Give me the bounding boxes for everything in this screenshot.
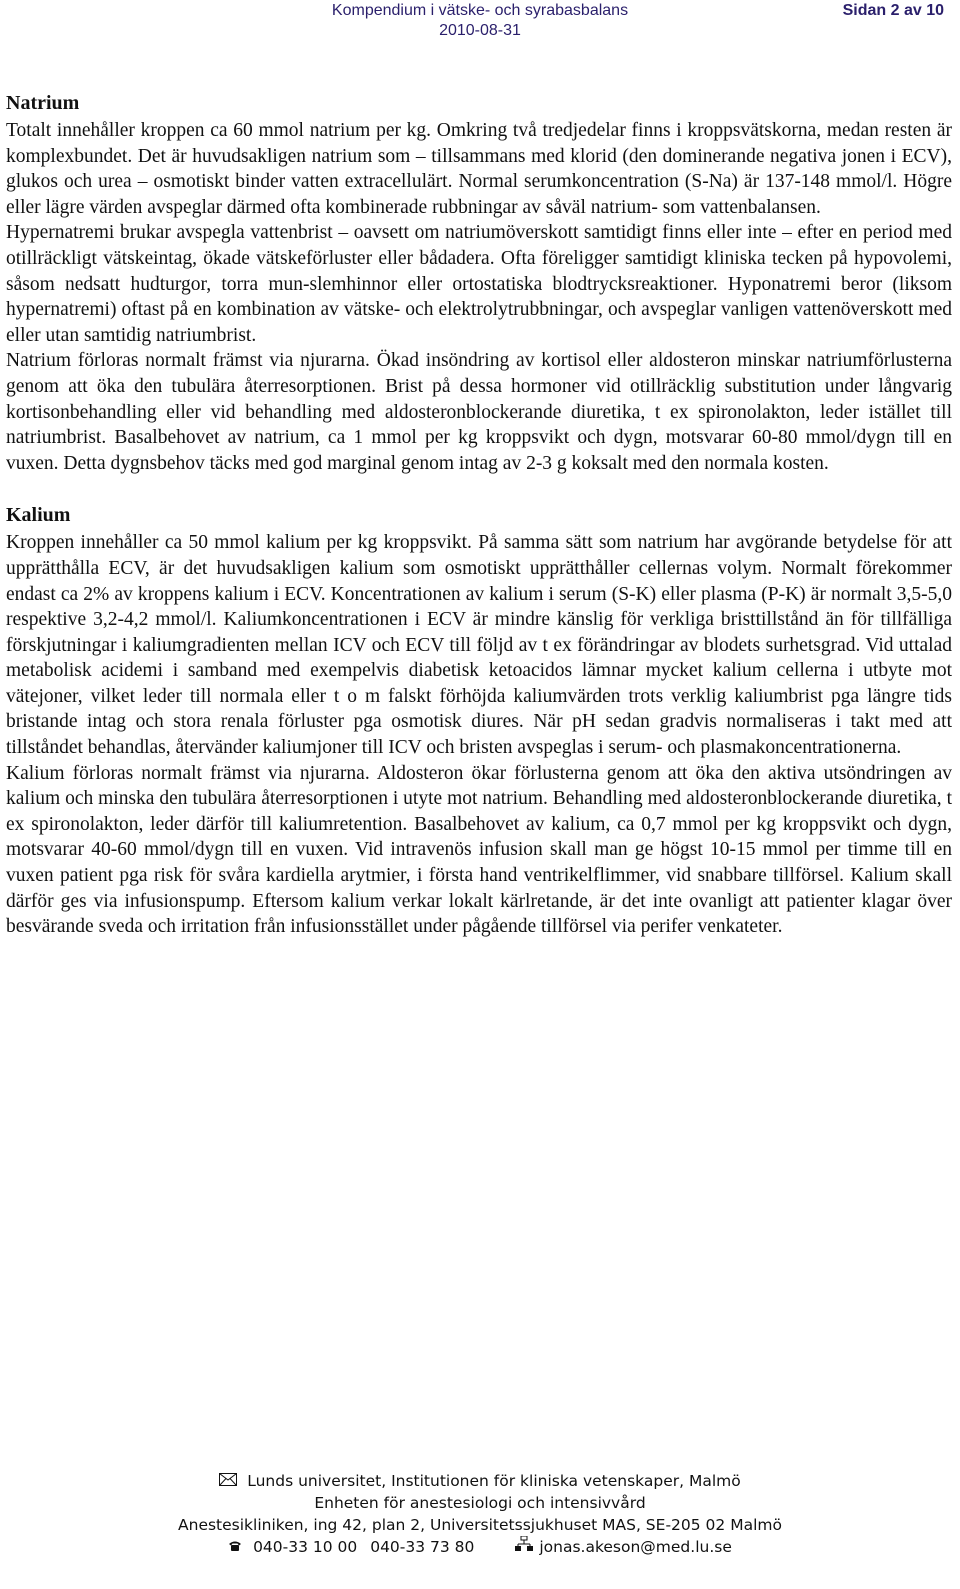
paragraph: Totalt innehåller kroppen ca 60 mmol natrium per kg. Omkring två tredjedelar finns i kroppsvätskorna, medan resten är komplexbundet. Det är huvudsakligen natrium som – tillsammans med klorid (den dominerande negativa jonen i ECV), glukos och urea – osmotiskt binder vatten extracellulärt. Normal serumkoncentration (S-Na) är 137-148 mmol/l. Högre eller lägre värden avspeglar därmed ofta kombinerade rubbningar av såväl natrium- som vattenbalansen. bbox=[6, 120, 952, 218]
section-heading: Kalium bbox=[6, 504, 71, 527]
paragraph: Kalium förloras normalt främst via njurarna. Aldosteron ökar förlusterna genom att öka den aktiva utsöndringen av kalium och minska den tubulära återresorptionen i utyte mot natrium. Behandling med aldosteronblockerande diuretika, t ex spironolakton, leder därför till kaliumretention. Basalbehovet av kalium, ca 0,7 mmol per kg kroppsvikt och dygn, motsvarar 40-60 mmol/dygn till en vuxen. Vid intravenös infusion skall man ge högst 10-15 mmol per timme till en vuxen patient pga risk för svåra kardiella arytmier, i första hand ventrikelflimmer, vid snabbare tillförsel. Kalium skall därför ges via infusionspump. Eftersom kalium verkar lokalt kärlretande, är det inte ovanligt att patienter klagar över besvärande sveda och irritation från infusionsstället under pågående tillförsel via perifer venkateter. bbox=[6, 762, 952, 938]
email-link[interactable]: jonas.akeson@med.lu.se bbox=[539, 1538, 732, 1556]
page-header bbox=[0, 0, 960, 48]
phone-number-1: 040-33 10 00 bbox=[253, 1538, 358, 1556]
document-date: 2010-08-31 bbox=[439, 22, 521, 39]
footer-line1: Lunds universitet, Institutionen för kliniska vetenskaper, Malmö bbox=[247, 1472, 741, 1490]
footer-line3: Anestesikliniken, ing 42, plan 2, Universitetssjukhuset MAS, SE-205 02 Malmö bbox=[178, 1516, 782, 1534]
phone-icon bbox=[228, 1538, 247, 1556]
section-kalium bbox=[6, 502, 952, 940]
paragraph: Natrium förloras normalt främst via njurarna. Ökad insöndring av kortisol eller aldosteron minskar natriumförlusterna genom att öka den tubulära återresorptionen. Brist på dessa hormoner vid otillräcklig substitution under långvarig kortisonbehandling eller vid behandling med aldosteronblockerande diuretika, t ex spironolakton, leder istället till natriumbrist. Basalbehovet av natrium, ca 1 mmol per kg kroppsvikt och dygn, motsvarar 60-80 mmol/dygn till en vuxen. Detta dygnsbehov täcks med god marginal genom intag av 2-3 g koksalt med den normala kosten. bbox=[6, 350, 952, 474]
footer-line2: Enheten för anestesiologi och intensivvård bbox=[314, 1494, 646, 1512]
footer-institution bbox=[0, 1470, 960, 1492]
page-footer bbox=[0, 1470, 960, 1558]
section-heading: Natrium bbox=[6, 92, 80, 114]
phone-number-2: 040-33 73 80 bbox=[370, 1538, 475, 1556]
footer-contact bbox=[0, 1536, 960, 1558]
envelope-icon bbox=[219, 1470, 237, 1492]
document-body bbox=[6, 90, 952, 966]
page-number: Sidan 2 av 10 bbox=[842, 2, 944, 19]
section-natrium bbox=[6, 90, 952, 476]
network-icon bbox=[515, 1536, 533, 1558]
document-title: Kompendium i vätske- och syrabasbalans bbox=[331, 2, 629, 19]
paragraph: Kroppen innehåller ca 50 mmol kalium per kg kroppsvikt. På samma sätt som natrium har avgörande betydelse för att upprätthålla ECV, är det huvudsakligen kalium som osmotiskt upprätthåller cellernas volym. Normalt förekommer endast ca 2% av kroppens kalium i ECV. Koncentrationen av kalium i serum (S-K) eller plasma (P-K) är normalt 3,5-5,0 respektive 3,2-4,2 mmol/l. Kaliumkoncentrationen i ECV är mindre känslig för verkliga bristtillstånd än för tillfälliga förskjutningar i kaliumgradienten mellan ICV och ECV till följd av t ex förändringar av blodets surhetsgrad. Vid uttalad metabolisk acidemi i samband med exempelvis diabetisk ketoacidos lämnar mycket kalium cellerna i utbyte mot vätejoner, vilket leder till normala eller t o m falskt förhöjda kaliumvärden trots verklig kaliumbrist pga längre tids bristande intag och stora renala förluster pga osmotisk diures. När pH sedan gradvis normaliseras i takt med att tillståndet behandlas, återvänder kaliumjoner till ICV och bristen avspeglas i serum- och plasmakoncentrationerna. bbox=[6, 532, 952, 759]
paragraph: Hypernatremi brukar avspegla vattenbrist – oavsett om natriumöverskott samtidigt finns eller inte – efter en period med otillräckligt vätskeintag, ökade vätskeförluster eller bådadera. Ofta föreligger samtidigt kliniska tecken på hypovolemi, såsom nedsatt hudturgor, torra mun-slemhinnor eller ortostatiska blodtrycksreaktioner. Hyponatremi beror (liksom hypernatremi) oftast på en kombination av vätske- och elektrolytrubbningar, och avspeglar vanligen vattenöverskott med eller utan samtidig natriumbrist. bbox=[6, 222, 952, 346]
